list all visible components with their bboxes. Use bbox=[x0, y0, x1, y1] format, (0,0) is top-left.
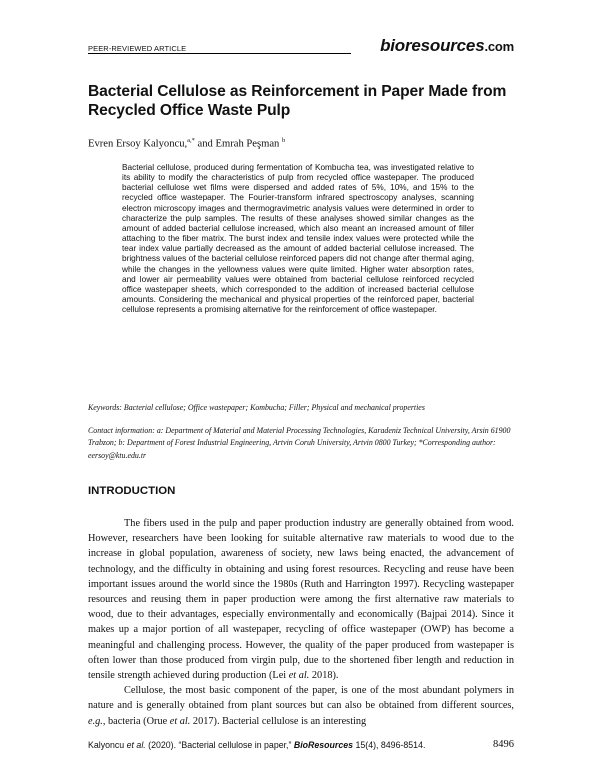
author-affiliation-mark: a,* bbox=[187, 137, 195, 144]
article-type-label: PEER-REVIEWED ARTICLE bbox=[88, 44, 187, 53]
paragraph-text: , bacteria (Orue bbox=[102, 715, 170, 727]
site-tld: .com bbox=[484, 39, 514, 54]
italic-text: et al. bbox=[169, 715, 191, 727]
header-rule bbox=[88, 53, 351, 54]
citation-text: 15(4), 8496-8514. bbox=[353, 740, 426, 750]
site-name: bioresources bbox=[380, 36, 485, 55]
paragraph bbox=[88, 516, 514, 683]
journal-site-logo[interactable] bbox=[380, 36, 514, 56]
abstract: Bacterial cellulose, produced during fermentation of Kombucha tea, was investigated relative to its ability to modify the characteristics of pulp from recycled office wastepaper. The produced bacterial cellulose wet films were dispersed and added rates of 5%, 10%, and 15% to the recycled office wastepaper. The Fourier-transform infrared spectroscopy analyses, scanning electron microscopy images and thermogravimetric analysis values were determined in order to characterize the pulp samples. The results of these analyses showed similar changes as the amount of added bacterial cellulose increased, which also meant an increased amount of filler attaching to the fiber matrix. The burst index and tensile index values were protected while the tear index value partially decreased as the amount of added bacterial cellulose increased. The brightness values of the bacterial cellulose reinforced papers did not change after thermal aging, while the changes in the yellowness values were quite limited. Higher water absorption rates, and lower air permeability values were obtained from bacterial cellulose reinforced recycled office wastepaper sheets, which corresponded to the addition of increased bacterial cellulose amounts. Considering the mechanical and physical properties of the reinforced paper, bacterial cellulose represents a promising alternative for the reinforcement of office wastepaper. bbox=[122, 163, 474, 315]
author-affiliation-mark: b bbox=[282, 137, 286, 144]
running-header bbox=[88, 38, 514, 56]
paragraph-text: Cellulose, the most basic component of the paper, is one of the most abundant polymers in nature and is generally obtained from plant sources but can also be obtained from different sources, bbox=[88, 685, 514, 712]
author-name: Evren Ersoy Kalyoncu, bbox=[88, 138, 188, 150]
italic-text: e.g. bbox=[88, 715, 103, 727]
paragraph-text: 2017). Bacterial cellulose is an interesting bbox=[190, 715, 367, 727]
article-title: Bacterial Cellulose as Reinforcement in Paper Made from Recycled Office Waste Pulp bbox=[88, 83, 507, 119]
italic-text: et al. bbox=[126, 740, 146, 750]
page-number: 8496 bbox=[493, 739, 514, 750]
contact-information: Contact information: a: Department of Material and Material Processing Technologies, Karadeniz Technical University, Arsin 61900 Trabzon; b: Department of Forest Industrial Engineering, Artvin Coruh University, Artvin 0800 Turkey; *Corresponding author: eersoy@ktu.edu.tr bbox=[88, 426, 511, 460]
body-text bbox=[88, 516, 514, 729]
author-joiner: and bbox=[194, 138, 216, 150]
italic-text: et al. bbox=[288, 670, 310, 682]
citation-text: (2020). “Bacterial cellulose in paper,” bbox=[145, 740, 294, 750]
page-footer bbox=[88, 738, 514, 752]
citation bbox=[88, 740, 425, 750]
citation-text: Kalyoncu bbox=[88, 740, 127, 750]
author-name: Emrah Peşman bbox=[215, 138, 280, 150]
author-line bbox=[88, 137, 285, 150]
section-heading: INTRODUCTION bbox=[88, 485, 176, 497]
journal-name: BioResources bbox=[293, 740, 354, 750]
paragraph-text: 2018). bbox=[309, 670, 339, 682]
keywords: Keywords: Bacterial cellulose; Office wastepaper; Kombucha; Filler; Physical and mechanical properties bbox=[88, 403, 425, 412]
paragraph-text: The fibers used in the pulp and paper production industry are generally obtained from wood. However, researchers have been looking for suitable alternative raw materials to wood due to the increase in global population, awareness of society, new laws being enacted, the advancement of technology, and the difficulty in obtaining and using forest resources. Recycling and reuse have been important issues around the world since the 1980s (Ruth and Harrington 1997). Recycling wastepaper resources and reusing them in paper production were among the first alternative raw materials to wood, due to their advantages, especially environmentally and economically (Bajpai 2014). Since it makes up a major portion of all wastepaper, recycling of office wastepaper (OWP) has become a meaningful and challenging process. However, the quality of the paper produced from wastepaper is often lower than those produced from virgin pulp, due to the shortened fiber length and reduction in tensile strength achieved during production (Lei bbox=[88, 518, 514, 682]
paragraph bbox=[88, 683, 514, 729]
